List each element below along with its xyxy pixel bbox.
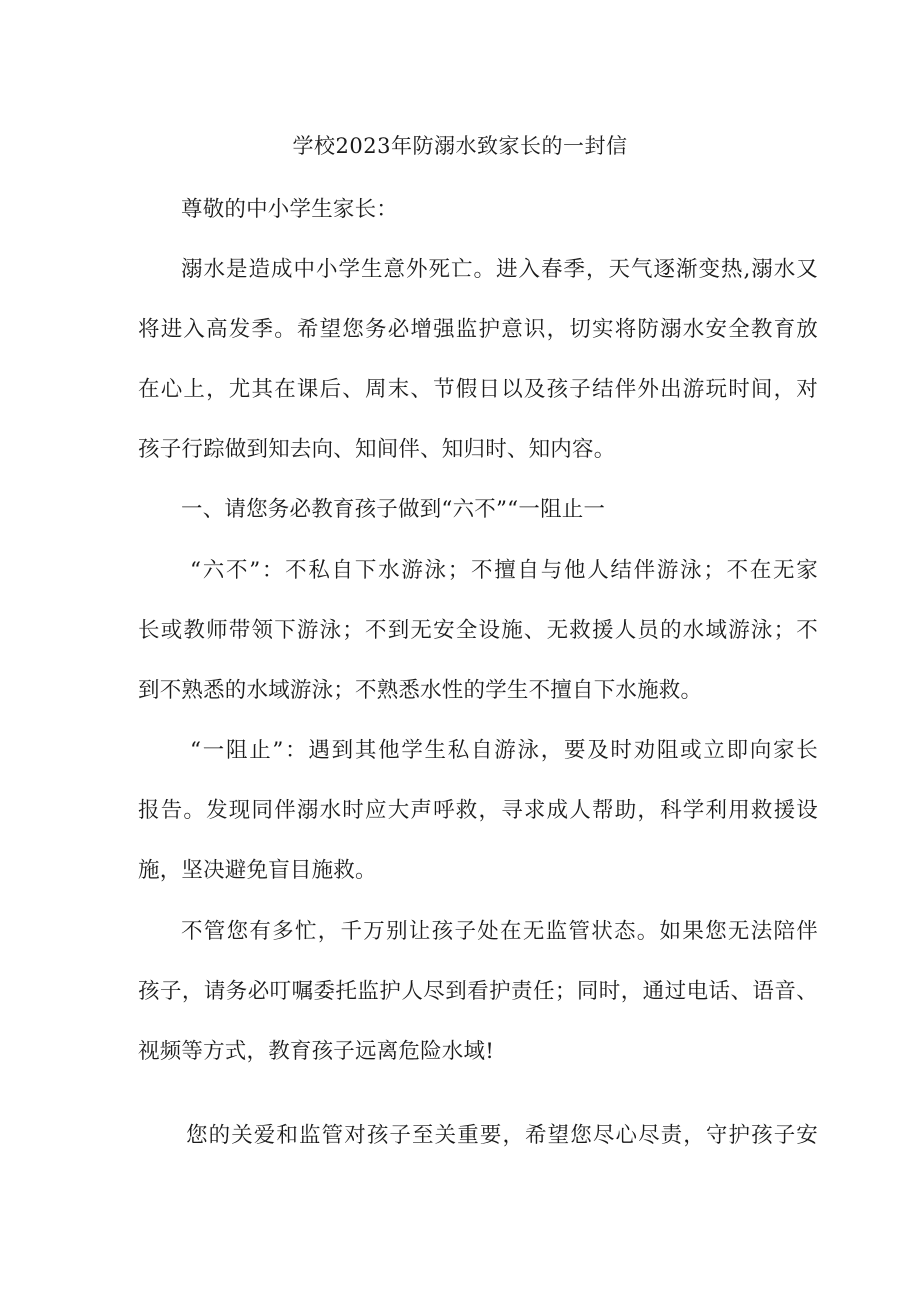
paragraph-1-line-1: 溺水是造成中小学生意外死亡。进入春季，天气逐渐变热,溺水又 [181,257,818,282]
paragraph-2-line-1: “六不”：不私自下水游泳；不擅自与他人结伴游泳；不在无家 [190,558,818,583]
paragraph-4-line-1: 不管您有多忙，千万别让孩子处在无监管状态。如果您无法陪伴 [181,919,818,944]
paragraph-2-line-3: 到不熟悉的水域游泳；不熟悉水性的学生不擅自下水施救。 [138,678,703,703]
salutation: 尊敬的中小学生家长： [181,197,399,222]
paragraph-5-line-1: 您的关爱和监管对孩子至关重要，希望您尽心尽责，守护孩子安 [186,1123,818,1148]
document-title: 学校2023年防溺水致家长的一封信 [292,134,628,158]
paragraph-1-line-2: 将进入高发季。希望您务必增强监护意识，切实将防溺水安全教育放 [138,317,818,342]
paragraph-4-line-2: 孩子，请务必叮嘱委托监护人尽到看护责任；同时，通过电话、语音、 [138,979,818,1004]
paragraph-1-line-4: 孩子行踪做到知去向、知间伴、知归时、知内容。 [138,437,616,462]
paragraph-1-line-3: 在心上，尤其在课后、周末、节假日以及孩子结伴外出游玩时间，对 [138,377,818,402]
paragraph-3-line-2: 报告。发现同伴溺水时应大声呼救，寻求成人帮助，科学利用救援设 [138,798,818,823]
paragraph-4-line-3: 视频等方式，教育孩子远离危险水域! [138,1039,495,1064]
paragraph-2-line-2: 长或教师带领下游泳；不到无安全设施、无救援人员的水域游泳；不 [138,618,818,643]
paragraph-3-line-1: “一阻止”：遇到其他学生私自游泳，要及时劝阻或立即向家长 [190,738,818,763]
paragraph-3-line-3: 施，坚决避免盲目施救。 [138,858,377,883]
section-heading-1: 一、请您务必教育孩子做到“六不”“一阻止一 [181,497,606,522]
